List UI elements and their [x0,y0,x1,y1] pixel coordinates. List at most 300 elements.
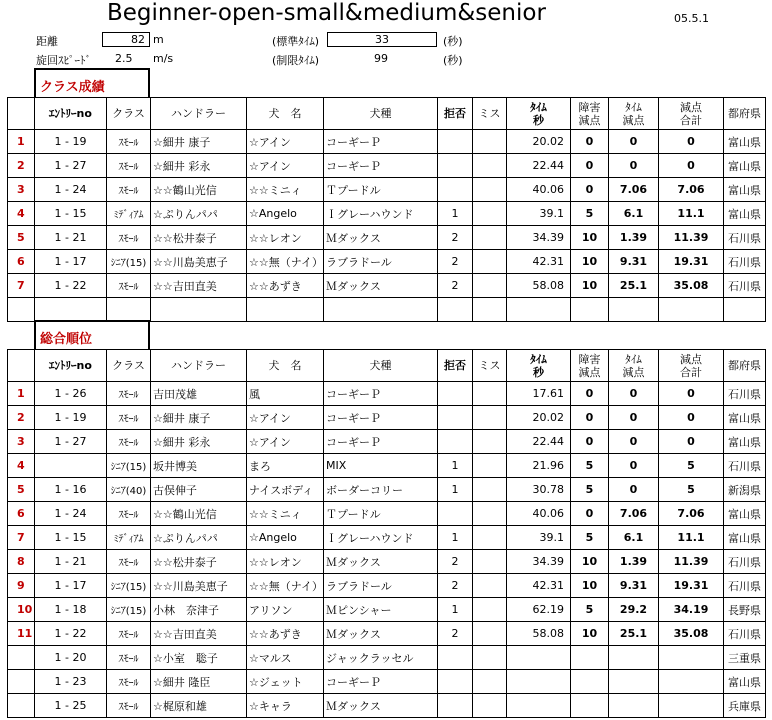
refusal-cell [438,298,473,322]
table-row [8,274,766,298]
miss-cell [473,670,507,694]
miss-cell [473,502,507,526]
time-cell: 22.44 [507,430,571,454]
time-cell: 40.06 [507,178,571,202]
total-deduction-cell: 0 [659,406,724,430]
table-row [8,526,766,550]
dog-name-cell: ☆☆ミニィ [247,502,324,526]
dog-name-cell: ☆☆レオン [247,226,324,250]
miss-cell [473,646,507,670]
handler-cell: 吉田茂雄 [151,382,247,406]
class-cell: ﾐﾃﾞｨｱﾑ [107,202,151,226]
obstacle-deduction-cell: 0 [571,406,609,430]
total-deduction-cell [659,670,724,694]
speed-value: 2.5 [115,52,133,65]
obstacle-deduction-cell: 10 [571,574,609,598]
handler-cell: ☆小室 聡子 [151,646,247,670]
entry-cell: 1 - 24 [35,178,107,202]
handler-cell: ☆ぷりんパパ [151,202,247,226]
breed-cell: コーギーＰ [324,130,438,154]
dog-name-header: 犬 名 [247,350,324,382]
obstacle-deduction-cell: 0 [571,430,609,454]
total-deduction-cell: 5 [659,454,724,478]
rank-header [8,98,35,130]
entry-cell: 1 - 27 [35,154,107,178]
class-cell: ｽﾓｰﾙ [107,502,151,526]
time-deduction-cell: 25.1 [609,274,659,298]
handler-cell [151,298,247,322]
section-class-results-label: クラス成績 [34,68,150,98]
miss-cell [473,406,507,430]
page-title: Beginner-open-small&medium&senior [107,0,546,26]
handler-cell: ☆細井 隆臣 [151,670,247,694]
time-deduction-cell [609,694,659,718]
entry-cell: 1 - 25 [35,694,107,718]
time-deduction-header: ﾀｲﾑ 減点 [609,350,659,382]
breed-cell: ボーダーコリー [324,478,438,502]
table-row [8,406,766,430]
time-deduction-cell [609,298,659,322]
class-cell: ｽﾓｰﾙ [107,430,151,454]
table-row [8,178,766,202]
obstacle-deduction-header: 障害 減点 [571,98,609,130]
refusal-cell [438,430,473,454]
total-deduction-cell: 35.08 [659,274,724,298]
rank-cell [8,694,35,718]
refusal-cell: 2 [438,274,473,298]
dog-name-cell: アリソン [247,598,324,622]
dog-name-cell: 風 [247,382,324,406]
total-deduction-cell: 19.31 [659,574,724,598]
table-row [8,154,766,178]
prefecture-cell: 富山県 [724,430,766,454]
event-date: 05.5.1 [674,12,709,25]
limit-time-unit: (秒) [443,54,463,67]
dog-name-cell: ☆☆あずき [247,274,324,298]
breed-cell: ジャックラッセル [324,646,438,670]
miss-cell [473,454,507,478]
rank-cell: 5 [8,478,35,502]
breed-cell: コーギーＰ [324,154,438,178]
refusal-cell [438,154,473,178]
handler-cell: ☆☆松井泰子 [151,550,247,574]
rank-cell: 1 [8,382,35,406]
refusal-cell: 1 [438,478,473,502]
time-cell [507,670,571,694]
handler-cell: ☆☆吉田直美 [151,622,247,646]
total-deduction-cell: 7.06 [659,178,724,202]
table-row [8,298,766,322]
obstacle-deduction-cell: 10 [571,250,609,274]
class-cell: ｽﾓｰﾙ [107,406,151,430]
table-row [8,130,766,154]
time-header: ﾀｲﾑ 秒 [507,350,571,382]
miss-cell [473,130,507,154]
table-row [8,550,766,574]
table-header-row [8,98,766,130]
refusal-cell [438,382,473,406]
table-row [8,622,766,646]
class-cell: ｼﾆｱ(40) [107,478,151,502]
entry-cell: 1 - 16 [35,478,107,502]
handler-cell: ☆☆鶴山光信 [151,502,247,526]
time-cell: 17.61 [507,382,571,406]
class-header: クラス [107,98,151,130]
breed-header: 犬種 [324,98,438,130]
table-row [8,226,766,250]
time-cell [507,298,571,322]
refusal-cell: 2 [438,226,473,250]
entry-cell: 1 - 22 [35,274,107,298]
time-header: ﾀｲﾑ 秒 [507,98,571,130]
prefecture-cell: 石川県 [724,274,766,298]
class-cell: ﾐﾃﾞｨｱﾑ [107,526,151,550]
rank-cell: 2 [8,154,35,178]
prefecture-cell: 石川県 [724,382,766,406]
rank-cell [8,646,35,670]
time-deduction-cell: 9.31 [609,574,659,598]
refusal-cell [438,670,473,694]
refusal-cell [438,130,473,154]
std-time-unit: (秒) [443,35,463,48]
entry-cell [35,298,107,322]
time-deduction-cell: 0 [609,154,659,178]
class-cell: ｼﾆｱ(15) [107,454,151,478]
class-cell: ｽﾓｰﾙ [107,130,151,154]
time-cell: 20.02 [507,406,571,430]
breed-cell: コーギーＰ [324,430,438,454]
rank-cell: 3 [8,430,35,454]
obstacle-deduction-cell: 10 [571,274,609,298]
table-row [8,382,766,406]
table-row [8,574,766,598]
dog-name-cell: ☆☆ミニィ [247,178,324,202]
rank-header [8,350,35,382]
class-cell [107,298,151,322]
rank-cell: 6 [8,502,35,526]
handler-cell: ☆ぷりんパパ [151,526,247,550]
rank-cell: 10 [8,598,35,622]
handler-cell: ☆☆吉田直美 [151,274,247,298]
prefecture-cell: 石川県 [724,226,766,250]
dog-name-cell [247,298,324,322]
entry-cell: 1 - 15 [35,202,107,226]
prefecture-header: 都府県 [724,98,766,130]
breed-cell: Ｍダックス [324,622,438,646]
obstacle-deduction-cell: 5 [571,598,609,622]
speed-unit: m/s [153,52,174,65]
time-cell: 39.1 [507,526,571,550]
time-deduction-cell: 25.1 [609,622,659,646]
rank-cell [8,670,35,694]
rank-cell: 8 [8,550,35,574]
time-cell: 42.31 [507,250,571,274]
class-cell: ｽﾓｰﾙ [107,154,151,178]
time-deduction-cell: 1.39 [609,550,659,574]
total-deduction-cell: 0 [659,154,724,178]
rank-cell: 9 [8,574,35,598]
prefecture-cell: 富山県 [724,526,766,550]
breed-cell: Ｉグレーハウンド [324,526,438,550]
dog-name-cell: ☆アイン [247,130,324,154]
time-cell: 30.78 [507,478,571,502]
breed-cell: Ｍダックス [324,226,438,250]
class-results-table [7,97,766,322]
total-deduction-cell: 0 [659,382,724,406]
prefecture-cell: 富山県 [724,670,766,694]
time-deduction-cell: 6.1 [609,202,659,226]
std-time-value: 33 [327,32,437,47]
prefecture-cell: 石川県 [724,454,766,478]
refusal-cell: 2 [438,250,473,274]
time-deduction-cell: 0 [609,130,659,154]
prefecture-header: 都府県 [724,350,766,382]
miss-cell [473,574,507,598]
obstacle-deduction-cell: 0 [571,178,609,202]
entry-cell: 1 - 27 [35,430,107,454]
time-deduction-cell [609,670,659,694]
handler-cell: ☆細井 康子 [151,406,247,430]
total-deduction-cell [659,298,724,322]
rank-cell [8,298,35,322]
time-deduction-cell [609,646,659,670]
total-deduction-cell: 7.06 [659,502,724,526]
miss-cell [473,226,507,250]
handler-cell: ☆☆川島美恵子 [151,574,247,598]
rank-cell: 7 [8,526,35,550]
miss-header: ミス [473,98,507,130]
breed-cell: Ｍダックス [324,694,438,718]
class-cell: ｽﾓｰﾙ [107,550,151,574]
time-deduction-cell: 0 [609,454,659,478]
table-row [8,202,766,226]
miss-cell [473,526,507,550]
miss-cell [473,382,507,406]
obstacle-deduction-cell [571,694,609,718]
time-deduction-cell: 0 [609,478,659,502]
time-cell: 34.39 [507,226,571,250]
refusal-cell: 2 [438,574,473,598]
time-cell [507,694,571,718]
dog-name-cell: ☆ジェット [247,670,324,694]
entry-cell [35,454,107,478]
prefecture-cell: 三重県 [724,646,766,670]
entry-cell: 1 - 17 [35,574,107,598]
obstacle-deduction-cell: 5 [571,478,609,502]
prefecture-cell: 石川県 [724,622,766,646]
time-cell: 39.1 [507,202,571,226]
miss-cell [473,694,507,718]
class-cell: ｼﾆｱ(15) [107,574,151,598]
total-deduction-cell: 34.19 [659,598,724,622]
class-cell: ｽﾓｰﾙ [107,226,151,250]
obstacle-deduction-cell: 0 [571,154,609,178]
prefecture-cell: 富山県 [724,178,766,202]
overall-ranking-table [7,349,766,718]
section-overall-ranking-label: 総合順位 [34,320,150,350]
class-cell: ｽﾓｰﾙ [107,622,151,646]
refusal-cell: 1 [438,598,473,622]
breed-cell: Ｍピンシャー [324,598,438,622]
distance-label: 距離 [36,35,58,48]
rank-cell: 1 [8,130,35,154]
dog-name-header: 犬 名 [247,98,324,130]
time-cell: 42.31 [507,574,571,598]
total-deduction-header: 減点 合計 [659,98,724,130]
entry-cell: 1 - 20 [35,646,107,670]
total-deduction-cell: 11.39 [659,226,724,250]
rank-cell: 2 [8,406,35,430]
miss-cell [473,622,507,646]
obstacle-deduction-cell: 10 [571,550,609,574]
obstacle-deduction-cell: 10 [571,226,609,250]
entry-header: ｴﾝﾄﾘｰno [35,350,107,382]
rank-cell: 7 [8,274,35,298]
obstacle-deduction-cell: 0 [571,382,609,406]
table-row [8,454,766,478]
prefecture-cell: 長野県 [724,598,766,622]
obstacle-deduction-header: 障害 減点 [571,350,609,382]
prefecture-cell: 富山県 [724,502,766,526]
entry-cell: 1 - 26 [35,382,107,406]
handler-cell: ☆梶原和雄 [151,694,247,718]
total-deduction-cell: 0 [659,430,724,454]
time-cell: 58.08 [507,622,571,646]
miss-cell [473,274,507,298]
rank-cell: 6 [8,250,35,274]
obstacle-deduction-cell: 0 [571,130,609,154]
limit-time-label: (制限ﾀｲﾑ) [272,54,320,67]
dog-name-cell: ☆Angelo [247,202,324,226]
time-deduction-cell: 7.06 [609,178,659,202]
table-row [8,502,766,526]
time-cell: 62.19 [507,598,571,622]
obstacle-deduction-cell [571,646,609,670]
handler-header: ハンドラー [151,350,247,382]
handler-cell: 坂井博美 [151,454,247,478]
breed-cell: コーギーＰ [324,670,438,694]
table-row [8,430,766,454]
entry-cell: 1 - 23 [35,670,107,694]
dog-name-cell: ☆☆あずき [247,622,324,646]
time-deduction-cell: 0 [609,430,659,454]
table-row [8,598,766,622]
total-deduction-cell: 35.08 [659,622,724,646]
miss-cell [473,478,507,502]
time-deduction-cell: 0 [609,382,659,406]
handler-cell: 古俣伸子 [151,478,247,502]
dog-name-cell: ☆キャラ [247,694,324,718]
entry-cell: 1 - 19 [35,130,107,154]
class-cell: ｼﾆｱ(15) [107,250,151,274]
breed-cell: Ｔプードル [324,502,438,526]
class-cell: ｽﾓｰﾙ [107,178,151,202]
dog-name-cell: ナイスボディ [247,478,324,502]
class-header: クラス [107,350,151,382]
entry-header: ｴﾝﾄﾘｰno [35,98,107,130]
dog-name-cell: ☆☆無（ナイ） [247,574,324,598]
obstacle-deduction-cell: 5 [571,454,609,478]
time-cell: 58.08 [507,274,571,298]
rank-cell: 11 [8,622,35,646]
table-row [8,694,766,718]
total-deduction-cell [659,694,724,718]
dog-name-cell: ☆アイン [247,154,324,178]
miss-header: ミス [473,350,507,382]
prefecture-cell: 新潟県 [724,478,766,502]
rank-cell: 3 [8,178,35,202]
obstacle-deduction-cell [571,298,609,322]
breed-cell: Ｍダックス [324,550,438,574]
time-deduction-cell: 9.31 [609,250,659,274]
total-deduction-cell [659,646,724,670]
dog-name-cell: ☆アイン [247,430,324,454]
rank-cell: 4 [8,202,35,226]
breed-cell: コーギーＰ [324,406,438,430]
total-deduction-header: 減点 合計 [659,350,724,382]
dog-name-cell: ☆マルス [247,646,324,670]
total-deduction-cell: 19.31 [659,250,724,274]
refusal-cell [438,406,473,430]
entry-cell: 1 - 19 [35,406,107,430]
refusal-cell: 1 [438,202,473,226]
breed-cell: ラブラドール [324,574,438,598]
obstacle-deduction-cell: 0 [571,502,609,526]
dog-name-cell: ☆アイン [247,406,324,430]
prefecture-cell: 富山県 [724,154,766,178]
rank-cell: 5 [8,226,35,250]
time-cell: 21.96 [507,454,571,478]
entry-cell: 1 - 17 [35,250,107,274]
entry-cell: 1 - 18 [35,598,107,622]
refusal-cell [438,694,473,718]
refusal-cell [438,646,473,670]
breed-cell [324,298,438,322]
dog-name-cell: ☆Angelo [247,526,324,550]
dog-name-cell: ☆☆無（ナイ） [247,250,324,274]
obstacle-deduction-cell: 5 [571,526,609,550]
refusal-cell: 1 [438,526,473,550]
time-cell: 20.02 [507,130,571,154]
miss-cell [473,430,507,454]
handler-cell: ☆☆川島美恵子 [151,250,247,274]
std-time-label: (標準ﾀｲﾑ) [272,35,320,48]
entry-cell: 1 - 21 [35,550,107,574]
class-cell: ｽﾓｰﾙ [107,694,151,718]
prefecture-cell: 富山県 [724,202,766,226]
total-deduction-cell: 11.1 [659,526,724,550]
time-deduction-cell: 29.2 [609,598,659,622]
refusal-cell: 2 [438,622,473,646]
miss-cell [473,298,507,322]
class-cell: ｽﾓｰﾙ [107,274,151,298]
table-header-row [8,350,766,382]
time-deduction-cell: 6.1 [609,526,659,550]
miss-cell [473,202,507,226]
breed-cell: ラブラドール [324,250,438,274]
rank-cell: 4 [8,454,35,478]
refusal-header: 拒否 [438,350,473,382]
class-cell: ｼﾆｱ(15) [107,598,151,622]
distance-unit: m [153,33,164,46]
table-row [8,646,766,670]
class-cell: ｽﾓｰﾙ [107,382,151,406]
refusal-cell [438,502,473,526]
class-cell: ｽﾓｰﾙ [107,646,151,670]
time-deduction-header: ﾀｲﾑ 減点 [609,98,659,130]
refusal-cell: 2 [438,550,473,574]
distance-value: 82 [102,32,150,47]
